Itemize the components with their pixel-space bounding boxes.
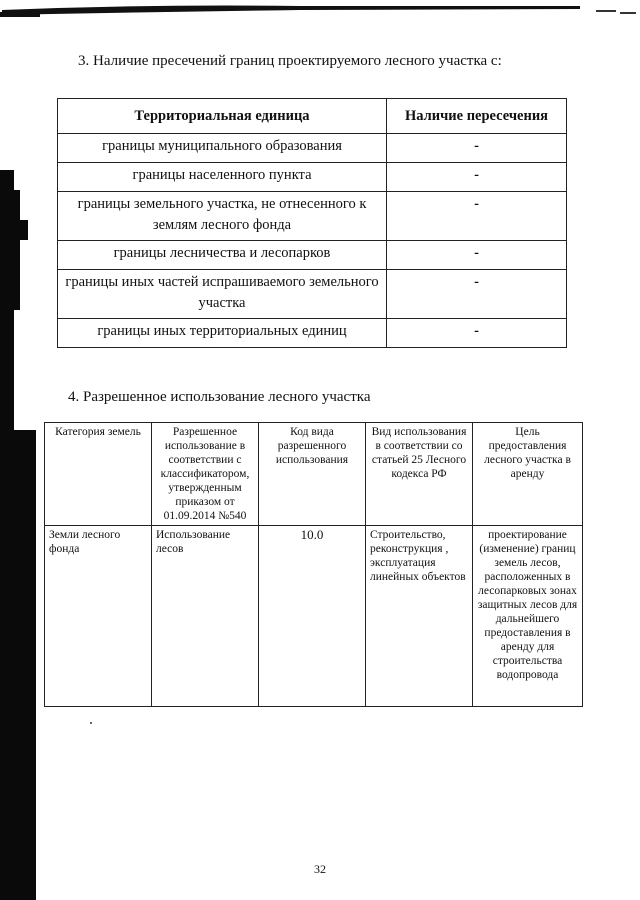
intersection-cell: - — [387, 319, 567, 348]
use-code-cell: 10.0 — [259, 526, 366, 707]
permitted-use-cell: Использование лесов — [152, 526, 259, 707]
territorial-unit-cell: границы иных частей испрашиваемого земельного участка — [58, 270, 387, 319]
table-row — [58, 192, 567, 241]
column-header: Вид использования в соответствии со статьей 25 Лесного кодекса РФ — [366, 423, 473, 526]
intersection-cell: - — [387, 163, 567, 192]
column-header: Территориальная единица — [58, 99, 387, 134]
table-row — [58, 241, 567, 270]
table-header-row — [58, 99, 567, 134]
scan-artifact-top — [0, 0, 640, 26]
table-header-row — [45, 423, 583, 526]
intersection-cell: - — [387, 270, 567, 319]
column-header: Разрешенное использование в соответствии с классификатором, утвержденным приказом от 01.09.2014 №540 — [152, 423, 259, 526]
territorial-unit-cell: границы муниципального образования — [58, 134, 387, 163]
intersection-cell: - — [387, 241, 567, 270]
land-category-cell: Земли лесного фонда — [45, 526, 152, 707]
scan-artifact-left-edge — [0, 130, 40, 900]
section-4-heading: 4. Разрешенное использование лесного участка — [68, 389, 371, 405]
permitted-use-table — [44, 422, 583, 707]
table-row — [45, 526, 583, 707]
use-type-cell: Строительство, реконструкция , эксплуатация линейных объектов — [366, 526, 473, 707]
table-row — [58, 163, 567, 192]
lease-purpose-cell: проектирование (изменение) границ земель лесов, расположенных в лесопарковых зонах защитных лесов для дальнейшего предоставления в аренду для строительства водопровода — [473, 526, 583, 707]
intersections-table — [57, 98, 567, 348]
scan-speck — [90, 722, 92, 724]
intersection-cell: - — [387, 192, 567, 241]
page-number: 32 — [314, 862, 326, 876]
table-row — [58, 319, 567, 348]
section-3-heading: 3. Наличие пресечений границ проектируемого лесного участка с: — [78, 53, 502, 69]
territorial-unit-cell: границы земельного участка, не отнесенного к землям лесного фонда — [58, 192, 387, 241]
territorial-unit-cell: границы иных территориальных единиц — [58, 319, 387, 348]
table-row — [58, 270, 567, 319]
column-header: Цель предоставления лесного участка в аренду — [473, 423, 583, 526]
column-header: Код вида разрешенного использования — [259, 423, 366, 526]
intersection-cell: - — [387, 134, 567, 163]
column-header: Наличие пересечения — [387, 99, 567, 134]
table-row — [58, 134, 567, 163]
territorial-unit-cell: границы лесничества и лесопарков — [58, 241, 387, 270]
territorial-unit-cell: границы населенного пункта — [58, 163, 387, 192]
column-header: Категория земель — [45, 423, 152, 526]
